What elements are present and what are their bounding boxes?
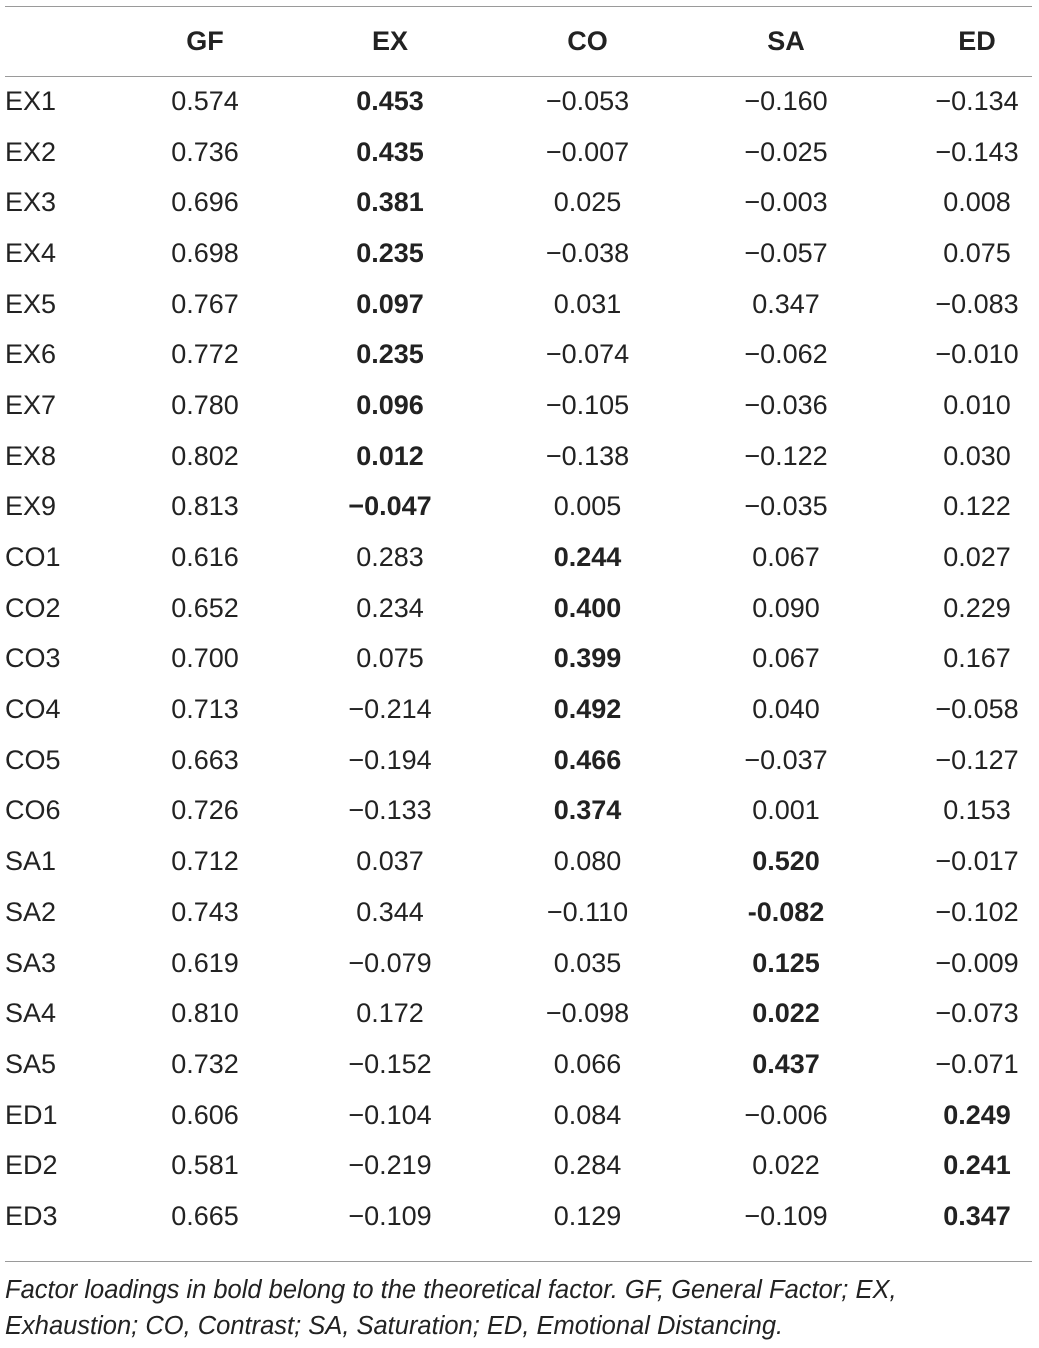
cell-sa: −0.036 <box>744 389 828 420</box>
cell-sa: −0.160 <box>744 85 828 116</box>
cell-co: 0.400 <box>553 592 622 623</box>
table-header-row <box>5 6 1032 76</box>
table-row <box>5 887 1032 938</box>
row-label: CO2 <box>5 592 61 623</box>
cell-ex: −0.104 <box>348 1099 432 1130</box>
cell-gf: 0.780 <box>171 389 239 420</box>
cell-ex: 0.012 <box>356 440 424 471</box>
cell-sa: −0.062 <box>744 339 828 370</box>
table-body <box>5 76 1032 1242</box>
cell-ed: 0.229 <box>943 592 1011 623</box>
row-label: ED2 <box>5 1150 58 1181</box>
cell-ed: −0.143 <box>935 136 1019 167</box>
cell-ed: 0.010 <box>943 389 1011 420</box>
cell-ex: −0.047 <box>348 491 432 522</box>
cell-ex: 0.235 <box>356 339 424 370</box>
cell-co: 0.466 <box>553 744 622 775</box>
header-gf: GF <box>186 25 224 56</box>
cell-ex: 0.283 <box>356 542 424 573</box>
cell-ed: −0.009 <box>935 947 1019 978</box>
factor-loadings-table <box>5 6 1032 1242</box>
table-row <box>5 634 1032 685</box>
table-row <box>5 177 1032 228</box>
row-label: SA3 <box>5 947 57 978</box>
cell-sa: 0.347 <box>752 288 820 319</box>
cell-sa: −0.109 <box>744 1200 828 1231</box>
header-ed: ED <box>958 25 996 56</box>
cell-ed: 0.167 <box>943 643 1011 674</box>
table-row <box>5 1140 1032 1191</box>
cell-co: −0.110 <box>546 896 629 927</box>
row-label: EX9 <box>5 491 57 522</box>
row-label: SA5 <box>5 1048 57 1079</box>
cell-sa: 0.022 <box>752 1150 820 1181</box>
cell-sa: −0.057 <box>744 237 828 268</box>
cell-gf: 0.772 <box>171 339 239 370</box>
cell-sa: -0.082 <box>747 896 825 927</box>
cell-gf: 0.802 <box>171 440 239 471</box>
cell-ex: −0.214 <box>348 694 432 725</box>
cell-ed: 0.153 <box>943 795 1011 826</box>
header-sa: SA <box>767 25 805 56</box>
cell-co: 0.025 <box>553 187 622 218</box>
cell-sa: 0.067 <box>752 643 820 674</box>
cell-ed: 0.241 <box>943 1150 1011 1181</box>
cell-sa: 0.125 <box>752 947 820 978</box>
cell-sa: 0.520 <box>752 846 820 877</box>
cell-ed: −0.134 <box>935 85 1019 116</box>
header-co: CO <box>567 25 608 56</box>
cell-ed: 0.008 <box>943 187 1011 218</box>
table-row <box>5 1039 1032 1090</box>
row-label: EX3 <box>5 187 57 218</box>
cell-ex: −0.219 <box>348 1150 432 1181</box>
cell-sa: −0.003 <box>744 187 828 218</box>
cell-co: 0.374 <box>553 795 622 826</box>
cell-gf: 0.813 <box>171 491 239 522</box>
cell-gf: 0.581 <box>171 1150 239 1181</box>
row-label: CO3 <box>5 643 61 674</box>
cell-ex: −0.079 <box>348 947 432 978</box>
cell-ed: −0.058 <box>935 694 1019 725</box>
row-label: SA2 <box>5 896 57 927</box>
cell-ed: −0.102 <box>935 896 1019 927</box>
cell-ed: 0.249 <box>943 1099 1011 1130</box>
table-row <box>5 583 1032 634</box>
cell-ex: 0.235 <box>356 237 424 268</box>
cell-co: −0.105 <box>545 389 630 420</box>
cell-sa: 0.090 <box>752 592 820 623</box>
cell-ex: 0.381 <box>356 187 424 218</box>
table-row <box>5 735 1032 786</box>
cell-gf: 0.574 <box>171 85 239 116</box>
cell-ex: 0.096 <box>356 389 424 420</box>
cell-ex: 0.172 <box>356 998 424 1029</box>
table-row <box>5 228 1032 279</box>
cell-gf: 0.696 <box>171 187 239 218</box>
cell-sa: 0.040 <box>752 694 820 725</box>
cell-gf: 0.616 <box>171 542 239 573</box>
cell-co: 0.066 <box>553 1048 622 1079</box>
header-item <box>5 6 155 76</box>
table-row <box>5 938 1032 989</box>
row-label: CO6 <box>5 795 61 826</box>
cell-co: 0.035 <box>553 947 622 978</box>
cell-co: 0.284 <box>553 1150 622 1181</box>
row-label: CO5 <box>5 744 61 775</box>
cell-co: 0.005 <box>553 491 622 522</box>
cell-ex: 0.234 <box>356 592 424 623</box>
cell-co: 0.399 <box>553 643 622 674</box>
cell-ex: 0.453 <box>356 85 424 116</box>
cell-gf: 0.712 <box>171 846 239 877</box>
table-row <box>5 329 1032 380</box>
cell-ed: 0.075 <box>943 237 1011 268</box>
table-row <box>5 988 1032 1039</box>
cell-co: 0.031 <box>553 288 622 319</box>
row-label: SA1 <box>5 846 57 877</box>
table-row <box>5 684 1032 735</box>
cell-gf: 0.732 <box>171 1048 239 1079</box>
cell-gf: 0.767 <box>171 288 239 319</box>
cell-gf: 0.743 <box>171 896 239 927</box>
cell-ed: −0.017 <box>935 846 1019 877</box>
cell-co: −0.074 <box>545 339 630 370</box>
cell-co: 0.129 <box>553 1200 622 1231</box>
row-label: ED1 <box>5 1099 58 1130</box>
table-row <box>5 76 1032 127</box>
row-label: EX6 <box>5 339 57 370</box>
cell-gf: 0.700 <box>171 643 239 674</box>
table-bottom-rule <box>5 1261 1032 1262</box>
row-label: ED3 <box>5 1200 58 1231</box>
table-row <box>5 786 1032 837</box>
cell-ex: 0.435 <box>356 136 424 167</box>
cell-sa: 0.022 <box>752 998 820 1029</box>
cell-gf: 0.698 <box>171 237 239 268</box>
table-row <box>5 836 1032 887</box>
row-label: EX8 <box>5 440 57 471</box>
cell-ed: −0.083 <box>935 288 1019 319</box>
row-label: EX7 <box>5 389 57 420</box>
cell-ed: −0.127 <box>935 744 1019 775</box>
table-row <box>5 279 1032 330</box>
cell-co: 0.492 <box>553 694 622 725</box>
table-row <box>5 380 1032 431</box>
cell-ed: 0.030 <box>943 440 1011 471</box>
row-label: CO1 <box>5 542 61 573</box>
cell-co: −0.038 <box>545 237 630 268</box>
cell-sa: −0.122 <box>744 440 828 471</box>
cell-sa: 0.437 <box>752 1048 820 1079</box>
cell-ex: 0.075 <box>356 643 424 674</box>
row-label: EX4 <box>5 237 57 268</box>
cell-ed: −0.010 <box>935 339 1019 370</box>
cell-gf: 0.606 <box>171 1099 239 1130</box>
table-row <box>5 1191 1032 1242</box>
cell-gf: 0.663 <box>171 744 239 775</box>
cell-gf: 0.713 <box>171 694 239 725</box>
cell-co: 0.084 <box>553 1099 622 1130</box>
cell-co: −0.053 <box>545 85 630 116</box>
cell-ex: 0.344 <box>356 896 424 927</box>
table-row <box>5 1090 1032 1141</box>
table-row <box>5 532 1032 583</box>
row-label: EX5 <box>5 288 57 319</box>
cell-co: 0.244 <box>553 542 622 573</box>
cell-sa: 0.067 <box>752 542 820 573</box>
table-row <box>5 127 1032 178</box>
cell-ex: −0.194 <box>348 744 432 775</box>
cell-sa: −0.025 <box>744 136 828 167</box>
cell-co: −0.007 <box>545 136 630 167</box>
header-ex: EX <box>371 25 409 56</box>
row-label: EX1 <box>5 85 57 116</box>
cell-ed: −0.073 <box>935 998 1019 1029</box>
row-label: SA4 <box>5 998 57 1029</box>
cell-gf: 0.726 <box>171 795 239 826</box>
cell-ed: 0.347 <box>943 1200 1011 1231</box>
cell-ex: 0.097 <box>356 288 424 319</box>
cell-gf: 0.736 <box>171 136 239 167</box>
cell-ex: −0.152 <box>348 1048 432 1079</box>
table-row <box>5 482 1032 533</box>
cell-gf: 0.810 <box>171 998 239 1029</box>
cell-sa: −0.035 <box>744 491 828 522</box>
cell-co: 0.080 <box>553 846 622 877</box>
cell-gf: 0.619 <box>171 947 239 978</box>
table-row <box>5 431 1032 482</box>
cell-co: −0.098 <box>545 998 630 1029</box>
row-label: EX2 <box>5 136 57 167</box>
cell-ed: 0.027 <box>943 542 1011 573</box>
cell-ed: −0.071 <box>935 1048 1019 1079</box>
cell-co: −0.138 <box>545 440 630 471</box>
cell-ex: −0.133 <box>348 795 432 826</box>
cell-sa: 0.001 <box>752 795 820 826</box>
cell-ed: 0.122 <box>943 491 1011 522</box>
cell-ex: −0.109 <box>348 1200 432 1231</box>
cell-sa: −0.037 <box>744 744 828 775</box>
cell-gf: 0.652 <box>171 592 239 623</box>
row-label: CO4 <box>5 694 61 725</box>
cell-sa: −0.006 <box>744 1099 828 1130</box>
table-footnote: Factor loadings in bold belong to the theoretical factor. GF, General Factor; EX, Exhaustion; CO, Contrast; SA, Saturation; ED, Emotional Distancing. <box>5 1276 897 1340</box>
cell-ex: 0.037 <box>356 846 424 877</box>
cell-gf: 0.665 <box>171 1200 239 1231</box>
